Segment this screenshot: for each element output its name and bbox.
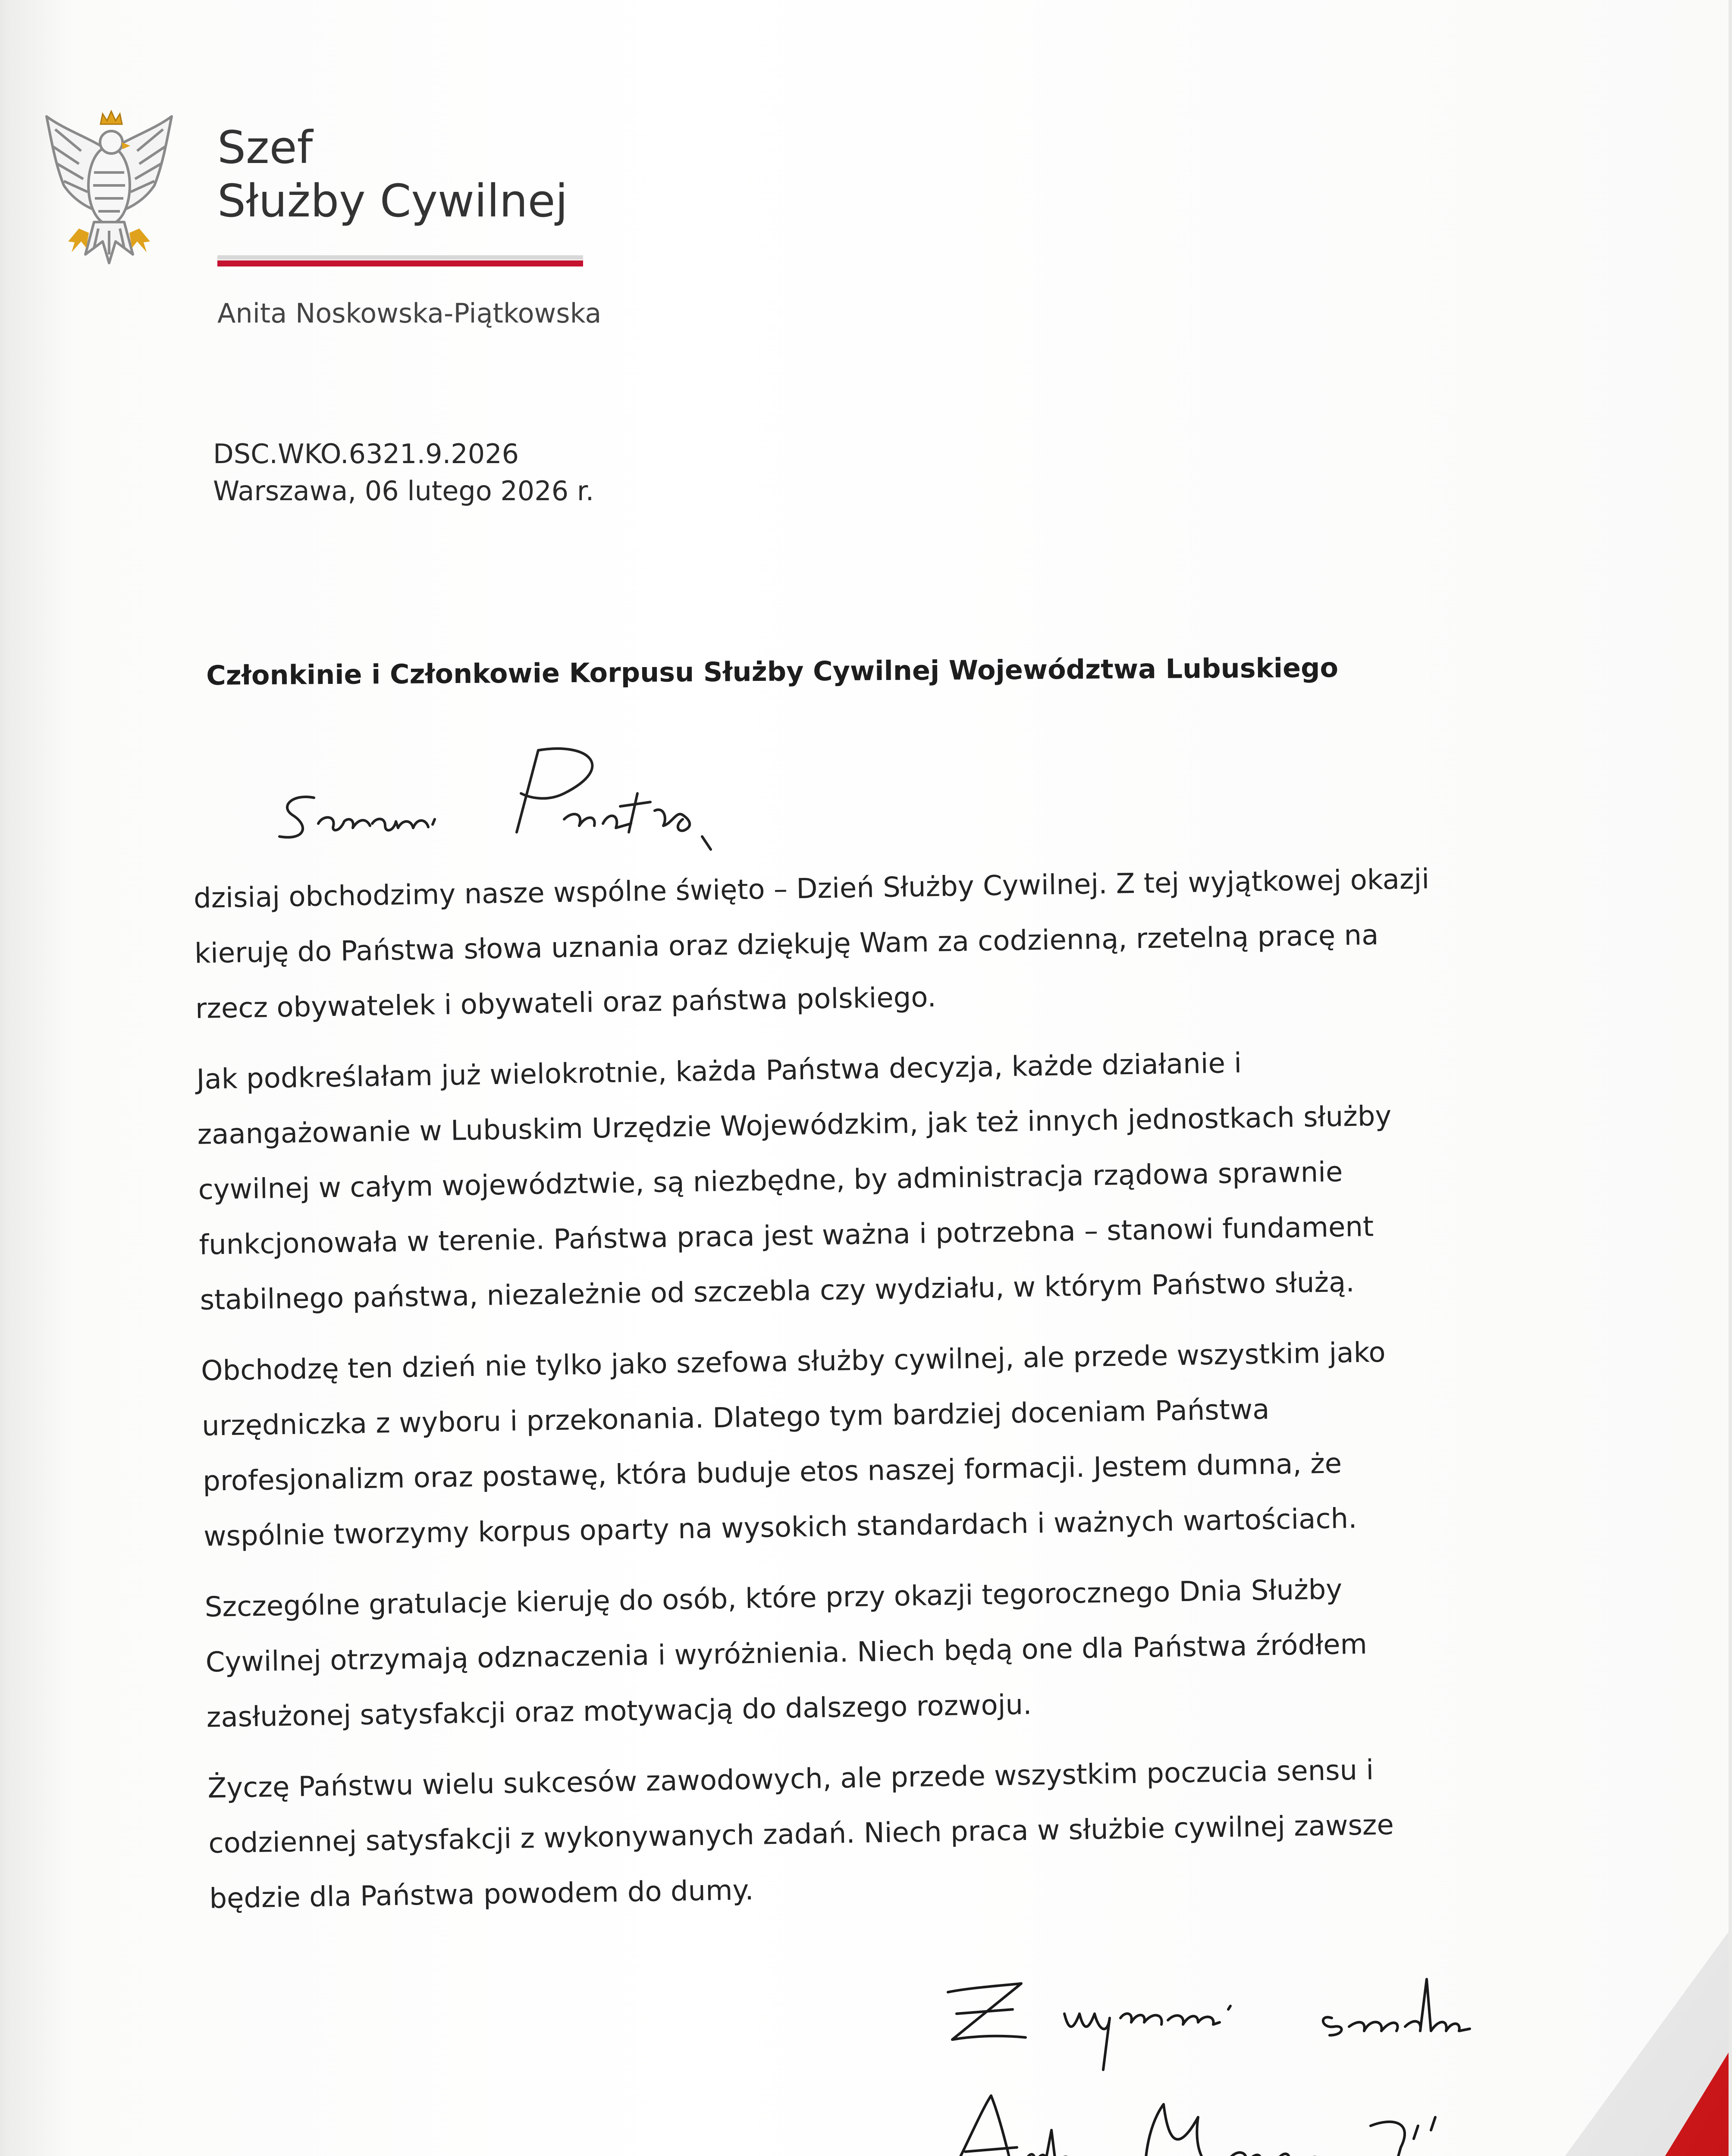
office-title-line2: Służby Cywilnej [217,175,568,227]
polish-eagle-icon [38,99,180,276]
body-paragraph-2: Jak podkreślałam już wielokrotnie, każda Państwa decyzja, każde działanie i zaangażowanie w Lubuskim Urzędzie Wojewódzkim, jak też innych jednostkach służby cywilnej w całym województwie, są niezbędne, by administracja rządowa sprawnie funkcjonowała w terenie. Państwa praca jest ważna i potrzebna – stanowi fundament stabilnego państwa, niezależnie od szczebla czy wydziału, w którym Państwo służą. [196,1047,1392,1316]
flag-stripe-red [217,260,583,266]
handwritten-salutation [262,733,831,871]
office-title [217,121,568,228]
body-paragraph-1: dzisiaj obchodzimy nasze wspólne święto – Dzień Służby Cywilnej. Z tej wyjątkowej okazji kieruję do Państwa słowa uznania oraz dziękuję Wam za codzienną, rzetelną pracę na rzecz obywatelek i obywateli oraz państwa polskiego. [193,863,1430,1025]
reference-number: DSC.WKO.6321.9.2026 [213,438,519,470]
letter-page [3,0,1729,2156]
office-title-line1: Szef [217,121,313,174]
letter-meta [213,436,594,510]
body-paragraph-3: Obchodzę ten dzień nie tylko jako szefowa służby cywilnej, ale przede wszystkim jako urzędniczka z wyboru i przekonania. Dlatego tym bardziej doceniam Państwa profesjonalizm oraz postawę, która buduje etos naszej formacji. Jestem dumna, że wspólnie tworzymy korpus oparty na wysokich standardach i ważnych wartościach. [201,1336,1386,1553]
letter-body [193,851,1461,1942]
handwritten-signature [918,1966,1660,2156]
place-and-date: Warszawa, 06 lutego 2026 r. [213,475,594,507]
body-paragraph-4: Szczególne gratulacje kieruję do osób, które przy okazji tegorocznego Dnia Służby Cywilnej otrzymają odznaczenia i wyróżnienia. Niech będą one dla Państwa źródłem zasłużonej satysfakcji oraz motywacją do dalszego rozwoju. [204,1573,1368,1734]
body-paragraph-5: Życzę Państwu wielu sukcesów zawodowych, ale przede wszystkim poczucia sensu i codziennej satysfakcji z wykonywanych zadań. Niech praca w służbie cywilnej zawsze będzie dla Państwa powodem do dumy. [207,1754,1394,1915]
addressee: Członkinie i Członkowie Korpusu Służby Cywilnej Województwa Lubuskiego [206,652,1339,691]
flag-stripe-white [217,255,583,260]
official-name: Anita Noskowska-Piątkowska [217,298,602,329]
